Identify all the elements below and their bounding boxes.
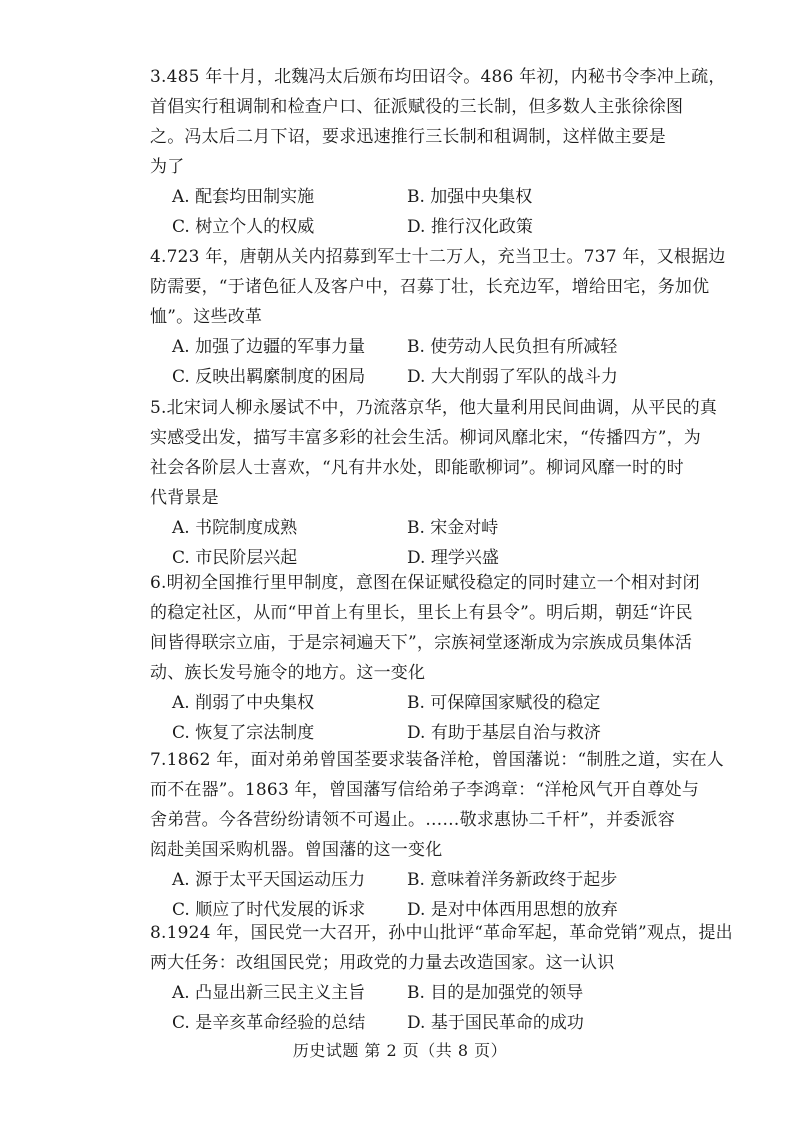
- option-a: A. 配套均田制实施: [172, 187, 315, 207]
- stem-line: 6.明初全国推行里甲制度，意图在保证赋役稳定的同时建立一个相对封闭: [150, 573, 700, 593]
- option-d: D. 基于国民革命的成功: [407, 1013, 584, 1033]
- stem-line: 两大任务：改组国民党；用政党的力量去改造国家。这一认识: [150, 953, 615, 973]
- option-c: C. 市民阶层兴起: [172, 548, 298, 568]
- stem-line: 闳赴美国采购机器。曾国藩的这一变化: [150, 840, 443, 860]
- option-b: B. 意味着洋务新政终于起步: [407, 870, 618, 890]
- question-6: [150, 568, 700, 748]
- stem-line: 防需要，“于诸色征人及客户中，召募丁壮，长充边军，增给田宅，务加优: [150, 277, 710, 297]
- question-stem: [150, 393, 718, 513]
- option-c: C. 顺应了时代发展的诉求: [172, 900, 366, 920]
- options-grid: [150, 332, 670, 392]
- question-5: [150, 393, 718, 573]
- option-b: B. 宋金对峙: [407, 518, 499, 538]
- question-stem: [150, 745, 724, 865]
- option-d: D. 有助于基层自治与救济: [407, 723, 601, 743]
- stem-line: 之。冯太后二月下诏，要求迅速推行三长制和租调制，这样做主要是: [150, 127, 666, 147]
- option-a: A. 凸显出新三民主义主旨: [172, 983, 366, 1003]
- stem-line: 实感受出发，描写丰富多彩的社会生活。柳词风靡北宋，“传播四方”，为: [150, 428, 701, 448]
- stem-line: 为了: [150, 157, 185, 177]
- options-grid: [150, 513, 670, 573]
- option-c: C. 树立个人的权威: [172, 217, 315, 237]
- option-c: C. 反映出羁縻制度的困局: [172, 367, 366, 387]
- options-grid: [150, 865, 670, 925]
- option-a: A. 源于太平天国运动压力: [172, 870, 366, 890]
- stem-line: 7.1862 年，面对弟弟曾国荃要求装备洋枪，曾国藩说：“制胜之道，实在人: [150, 750, 724, 770]
- option-b: B. 使劳动人民负担有所减轻: [407, 337, 618, 357]
- option-a: A. 书院制度成熟: [172, 518, 298, 538]
- option-b: B. 可保障国家赋役的稳定: [407, 693, 601, 713]
- question-stem: [150, 62, 726, 182]
- stem-line: 8.1924 年，国民党一大召开，孙中山批评“革命军起，革命党销”观点，提出: [150, 923, 733, 943]
- stem-line: 3.485 年十月，北魏冯太后颁布均田诏令。486 年初，内秘书令李冲上疏，: [150, 67, 726, 87]
- option-b: B. 加强中央集权: [407, 187, 533, 207]
- option-a: A. 削弱了中央集权: [172, 693, 315, 713]
- stem-line: 舍弟营。今各营纷纷请领不可遏止。……敬求惠协二千杆”，并委派容: [150, 810, 675, 830]
- page-footer: 历史试题 第 2 页（共 8 页）: [292, 1041, 508, 1060]
- question-7: [150, 745, 724, 925]
- question-8: [150, 918, 733, 1038]
- option-c: C. 是辛亥革命经验的总结: [172, 1013, 366, 1033]
- options-grid: [150, 978, 670, 1038]
- stem-line: 社会各阶层人士喜欢，“凡有井水处，即能歌柳词”。柳词风靡一时的时: [150, 458, 684, 478]
- stem-line: 而不在器”。1863 年，曾国藩写信给弟子李鸿章：“洋枪风气开自尊处与: [150, 780, 700, 800]
- option-d: D. 理学兴盛: [407, 548, 499, 568]
- stem-line: 的稳定社区，从而“甲首上有里长，里长上有县令”。明后期，朝廷“许民: [150, 603, 693, 623]
- options-grid: [150, 688, 670, 748]
- stem-line: 动、族长发号施令的地方。这一变化: [150, 663, 426, 683]
- option-d: D. 推行汉化政策: [407, 217, 533, 237]
- stem-line: 间皆得联宗立庙，于是宗祠遍天下”，宗族祠堂逐渐成为宗族成员集体活: [150, 633, 693, 653]
- question-stem: [150, 242, 726, 332]
- option-c: C. 恢复了宗法制度: [172, 723, 315, 743]
- stem-line: 恤”。这些改革: [150, 307, 263, 327]
- options-grid: [150, 182, 670, 242]
- stem-line: 首倡实行租调制和检查户口、征派赋役的三长制，但多数人主张徐徐图: [150, 97, 684, 117]
- option-d: D. 大大削弱了军队的战斗力: [407, 367, 618, 387]
- option-a: A. 加强了边疆的军事力量: [172, 337, 366, 357]
- question-4: [150, 242, 726, 392]
- question-3: [150, 62, 726, 242]
- stem-line: 4.723 年，唐朝从关内招募到军士十二万人，充当卫士。737 年，又根据边: [150, 247, 726, 267]
- stem-line: 代背景是: [150, 488, 219, 508]
- question-stem: [150, 568, 700, 688]
- option-b: B. 目的是加强党的领导: [407, 983, 584, 1003]
- stem-line: 5.北宋词人柳永屡试不中，乃流落京华，他大量利用民间曲调，从平民的真: [150, 398, 718, 418]
- option-d: D. 是对中体西用思想的放弃: [407, 900, 618, 920]
- question-stem: [150, 918, 733, 978]
